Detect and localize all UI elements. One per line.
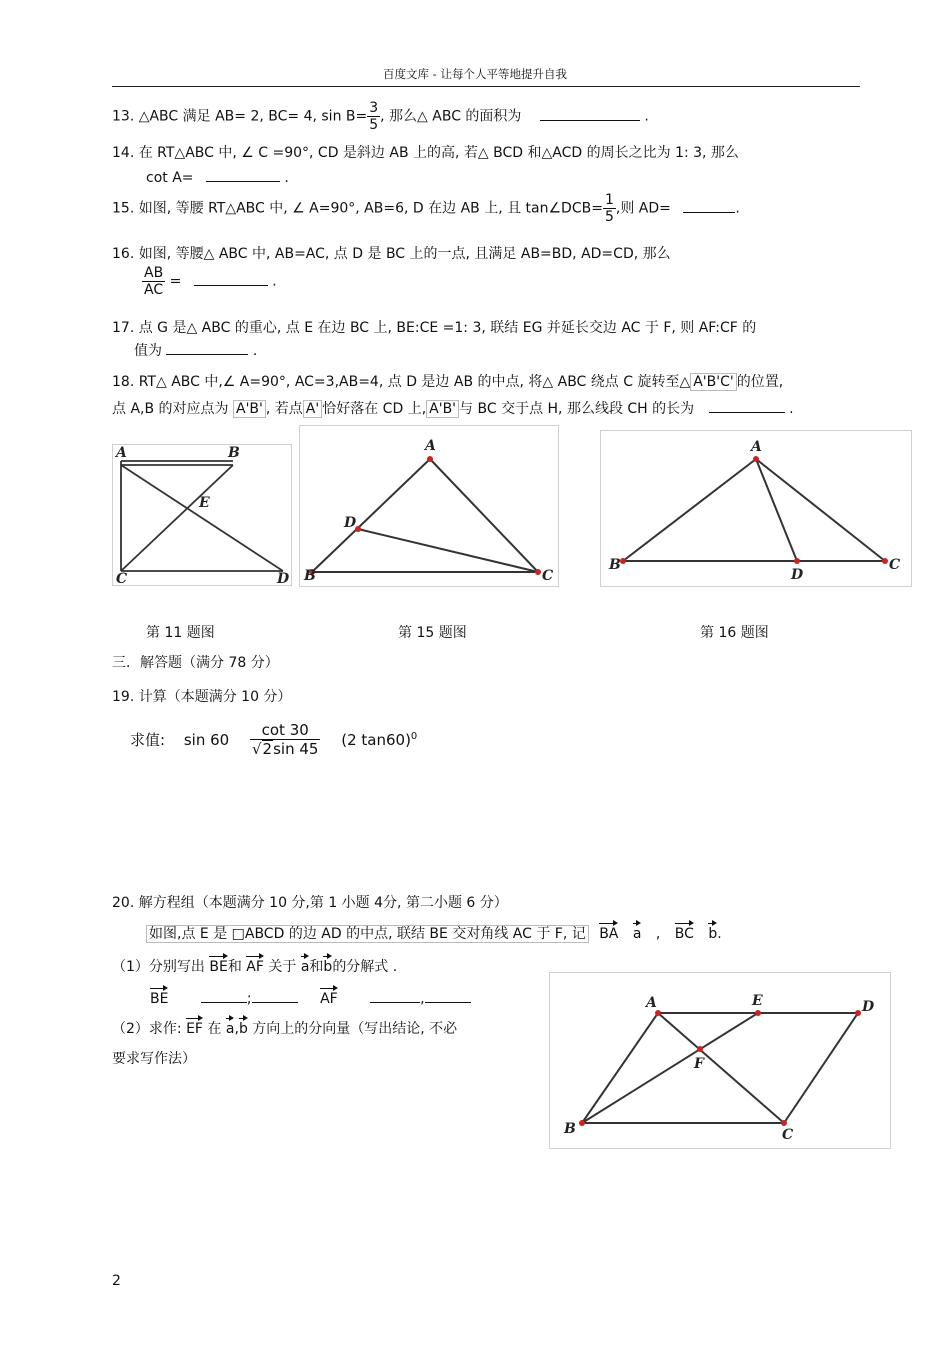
question-19-title: 19. 计算（本题满分 10 分） [112,689,292,705]
q20-part1 [112,956,397,976]
q20-p2-vector-ef: EF [186,1021,203,1037]
figure-11-svg [113,445,291,585]
q20-p1-vector-af: AF [246,959,264,975]
q13-text-post: , 那么△ ABC 的面积为 [380,108,522,125]
fig15-label-b: B [304,568,316,584]
q18-points-prime: A'B' [233,400,266,418]
question-17-line1: 17. 点 G 是△ ABC 的重心, 点 E 在边 BC 上, BE:CE =1: 3, 联结 EG 并延长交边 AC 于 F, 则 AF:CF 的 [112,320,757,336]
q20-p1-post: 的分解式 . [332,959,398,975]
figure-15 [299,425,559,587]
q18-answer-blank[interactable] [709,398,785,413]
fig11-caption: 第 11 题图 [146,625,215,641]
q15-end: . [735,200,740,217]
q20-p1-and2: 和 [309,959,324,975]
q19-frac-num: cot 30 [250,722,320,740]
figure-16 [600,430,912,587]
q20-statement-box: 如图,点 E 是 □ABCD 的边 AD 的中点, 联结 BE 交对角线 AC 于 F, 记 [146,925,589,943]
fig16-label-c: C [889,557,901,573]
fig16-label-d: D [791,567,804,583]
q18-text-a: 18. RT△ ABC 中,∠ A=90°, AC=3,AB=4, 点 D 是边 AB 的中点, 将△ ABC 绕点 C 旋转至△ [112,374,691,390]
question-18-line2 [112,398,794,418]
fig15-label-a: A [425,438,436,454]
q20-p2-vector-b: b [238,1021,248,1037]
q16-fraction [142,265,165,298]
q18-text-d: , 若点 [265,401,303,417]
fig15-label-d: D [344,515,357,531]
q19-term-tan: (2 tan60) [341,730,411,749]
q20-answer-row [150,988,471,1007]
q19-sin45: sin 45 [273,740,319,759]
q20-p2-post: 方向上的分向量（写出结论, 不必 [252,1021,458,1037]
q18-text-b: 的位置, [736,374,784,390]
q20-vector-a: a [632,926,642,942]
question-14-line2 [146,167,289,186]
q19-sqrt-2: 2 [262,740,273,759]
q16-equals: = [169,273,182,290]
fig11-label-e: E [199,495,210,511]
fig15-caption: 第 15 题图 [398,625,467,641]
fig11-label-a: A [116,445,127,461]
q13-end: . [644,108,649,125]
q18-segment-prime: A'B' [426,400,459,418]
q20-p1-mid: 关于 [268,959,297,975]
fig20-label-b: B [564,1121,576,1137]
q19-fraction [250,722,320,759]
fig20-label-e: E [752,993,763,1009]
question-19-expression [130,722,417,759]
fig20-label-c: C [782,1127,794,1143]
question-18-line1 [112,371,783,391]
section-3-title: 三．解答题（满分 78 分） [112,655,279,671]
header-divider [112,86,860,87]
q20-comma: , [655,926,661,942]
figure-11 [112,444,292,586]
q20-semicolon: ; [246,991,252,1007]
question-16-line2 [142,265,277,298]
q13-fraction [367,100,380,133]
q15-frac-num: 1 [604,192,614,208]
question-15 [112,192,740,225]
q20-af-blank-2[interactable] [425,988,471,1003]
q20-vector-b: b [708,926,718,942]
q20-vector-ba: BA [599,926,619,942]
q15-text: 15. 如图, 等腰 RT△ABC 中, ∠ A=90°, AB=6, D 在边 AB 上, 且 tan∠DCB= [112,200,603,217]
fig16-label-b: B [609,557,621,573]
question-20-statement [146,923,722,943]
q20-be-blank-2[interactable] [252,988,298,1003]
q20-ans-vector-af: AF [320,991,338,1007]
fig16-label-a: A [751,439,762,455]
question-17-line2 [134,340,257,360]
question-14-line1: 14. 在 RT△ABC 中, ∠ C =90°, CD 是斜边 AB 上的高, 若△ BCD 和△ACD 的周长之比为 1: 3, 那么 [112,145,739,161]
q14-line2-text: cot A= [146,170,194,186]
q20-p2-comma: , [234,1021,239,1037]
q14-answer-blank[interactable] [206,167,280,182]
q20-p1-and: 和 [227,959,242,975]
q18-text-f: 与 BC 交于点 H, 那么线段 CH 的长为 [459,401,695,417]
q14-end: . [284,170,289,186]
q13-frac-num: 3 [369,100,379,116]
q19-exponent: 0 [410,730,418,742]
q16-end: . [272,273,277,290]
q20-p2-vector-a: a [225,1021,235,1037]
page-header: 百度文库 - 让每个人平等地提升自我 [383,67,567,81]
q17-end: . [252,343,258,359]
fig20-label-a: A [646,995,657,1011]
question-13 [112,100,649,133]
figure-16-svg [601,431,911,586]
question-16-line1: 16. 如图, 等腰△ ABC 中, AB=AC, 点 D 是 BC 上的一点, 且满足 AB=BD, AD=CD, 那么 [112,246,671,262]
figure-15-svg [300,426,558,586]
q17-answer-blank[interactable] [166,340,248,355]
q20-stmt-end: . [717,926,722,942]
q18-text-e: 恰好落在 CD 上, [322,401,427,417]
fig11-label-b: B [228,445,240,461]
q19-label: 求值: [130,730,166,749]
q20-p2-pre: （2）求作: [112,1021,182,1037]
q16-answer-blank[interactable] [194,271,268,286]
q20-p1-pre: （1）分别写出 [112,959,205,975]
q20-p1-vector-be: BE [209,959,228,975]
q20-p2-mid: 在 [207,1021,222,1037]
fig11-label-c: C [116,571,128,585]
figure-20-svg [550,973,890,1148]
q13-text: 13. △ABC 满足 AB= 2, BC= 4, sin B= [112,108,368,125]
q19-term-sin60: sin 60 [183,730,230,749]
q16-frac-den: AC [144,282,164,299]
question-20-title: 20. 解方程组（本题满分 10 分,第 1 小题 4分, 第二小题 6 分） [112,895,508,911]
q20-p1-vector-b: b [323,959,333,975]
q18-end: . [789,401,794,417]
q16-frac-num: AB [144,265,164,281]
q18-text-c: 点 A,B 的对应点为 [112,401,229,417]
q15-answer-blank[interactable] [683,198,735,213]
q13-frac-den: 5 [369,117,379,134]
q18-triangle-prime: A'B'C' [690,373,737,391]
fig20-label-f: F [694,1056,704,1072]
q15-frac-den: 5 [604,209,614,226]
q20-part2 [112,1018,457,1038]
page-number: 2 [112,1273,121,1289]
q20-ans-vector-be: BE [150,991,169,1007]
fig15-label-c: C [542,568,554,584]
q20-vector-bc: BC [674,926,694,942]
q17-line2-text: 值为 [134,343,162,359]
q19-frac-den: √2sin 45 [251,740,319,759]
fig16-caption: 第 16 题图 [700,625,769,641]
q20-af-blank-1[interactable] [370,988,420,1003]
q20-p1-vector-a: a [300,959,310,975]
q20-part2-line2: 要求写作法） [112,1051,196,1067]
q15-text-post: ,则 AD= [615,200,671,217]
q13-answer-blank[interactable] [540,106,640,121]
q15-fraction [603,192,616,225]
q20-comma2: , [420,991,425,1007]
fig20-label-d: D [862,999,875,1015]
figure-20 [549,972,891,1149]
q20-be-blank-1[interactable] [201,988,247,1003]
q18-a-prime: A' [303,400,322,418]
fig11-label-d: D [277,571,290,585]
